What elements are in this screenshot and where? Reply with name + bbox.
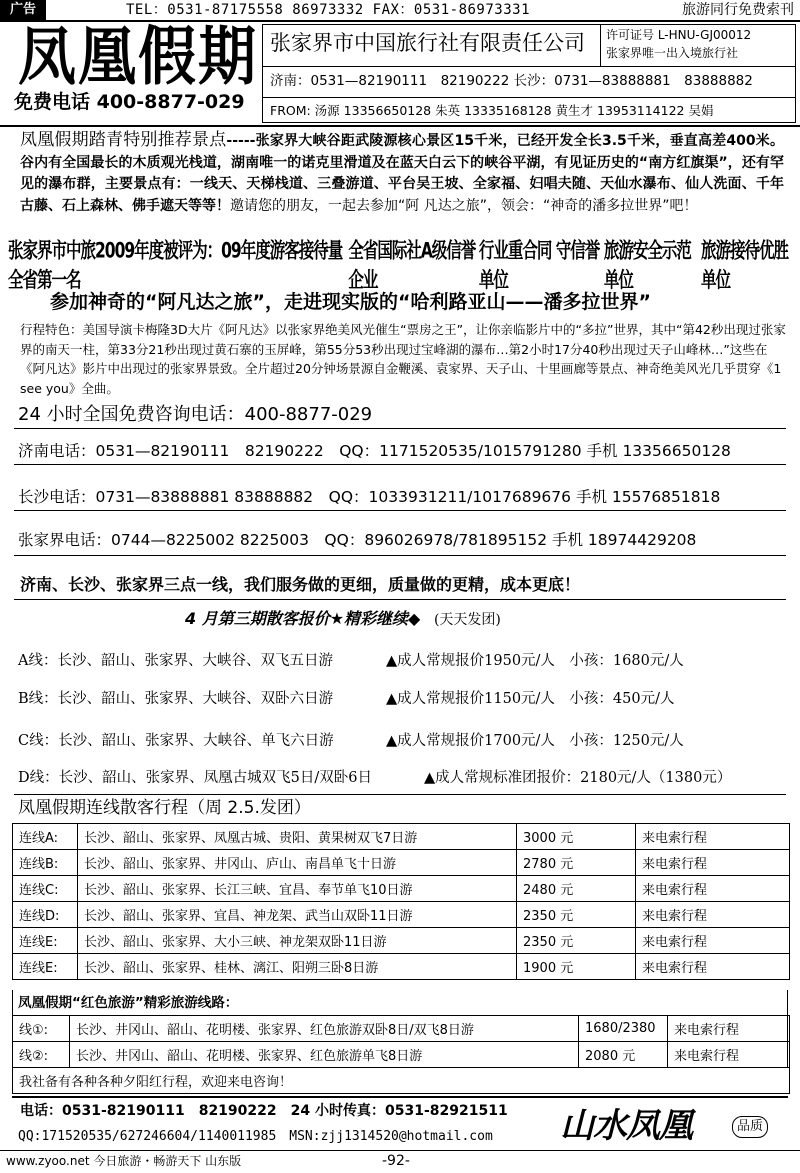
contact-rule-2 [14,510,786,511]
footer-logo-badge: 品质 [732,1116,768,1138]
route-price: 2480 元 [517,876,636,902]
route-note: 来电索行程 [636,902,790,928]
header-box-vline [600,24,601,66]
footer-logo: 山水凤凰 [560,1106,692,1146]
route-desc: 长沙、韶山、张家界、长江三峡、宜昌、奉节单飞10日游 [78,876,517,902]
route-note: 来电索行程 [636,928,790,954]
route-desc: 长沙、韶山、张家界、大小三峡、神龙架双卧11日游 [78,928,517,954]
route-desc: 长沙、韶山、张家界、井冈山、庐山、南昌单飞十日游 [78,850,517,876]
table-row [13,1068,790,1094]
free-call: 免费电话 400-8877-029 [14,91,245,113]
award-item: 行业重合同 守信誉单位 [478,238,600,293]
table-row [13,876,790,902]
sunset-note: 我社备有各种各种夕阳红行程，欢迎来电咨询！ [13,1068,790,1094]
contact-zhangjiajie: 张家界电话：0744—8225002 8225003 QQ：896026978/781895152 手机 18974429208 [18,531,697,549]
route-id: 连线B: [13,850,78,876]
award-item: 旅游接待优胜单位 [700,238,788,293]
header-divider [0,125,800,127]
footer-site: www.zyoo.net 今日旅游・畅游天下 山东版 [6,1154,242,1168]
header-phones: 济南：0531—82190111 82190222 长沙：0731—83888881 83888882 [270,73,753,89]
route-note: 来电索行程 [636,876,790,902]
footer-rule [12,1096,788,1098]
award-item: 全省国际社A级信誉企业 [348,238,476,293]
route-note: 来电索行程 [668,1016,790,1042]
line-d-price: ▲成人常规标准团报价：2180元/人（1380元） [424,770,732,786]
route-note: 来电索行程 [636,850,790,876]
intro-body: -----张家界大峡谷距武陵源核心景区15千米，已经开发全长3.5千米，垂直高差400米。谷内有全国最长的木质观光栈道，湖南唯一的诺克里滑道及在蓝天白云下的峡谷平湖，有见证历史的“南方红旗渠”，还有罕见的瀑布群，主要景点有：一线天、天梯栈道、三叠游道、平台吴王坡、全家福、妇唱夫随、天仙水瀑布、仙人洗面、千年古藤、石上森林、佛手遮天等等！ [20,133,785,214]
lines-rule [14,794,786,795]
route-id: 连线E: [13,928,78,954]
intro-title: 凤凰假期踏青特别推荐景点 [20,130,227,150]
route-price: 2780 元 [517,850,636,876]
avatar-feature [20,320,786,398]
contact-jinan: 济南电话：0531—82190111 82190222 QQ：1171520535/1015791280 手机 13356650128 [18,442,731,460]
award-item: 旅游安全示范单位 [603,238,691,293]
table-row [13,954,790,980]
intro-paragraph [20,130,784,217]
route-id: 连线E: [13,954,78,980]
slogan-rule [14,599,786,600]
route-note: 来电索行程 [636,824,790,850]
route-id: 连线D: [13,902,78,928]
line-c-price: ▲成人常规报价1700元/人 小孩：1250元/人 [386,733,684,749]
red-title: 凤凰假期“红色旅游”精彩旅游线路： [18,995,239,1011]
route-id: 连线A: [13,824,78,850]
avatar-headline: 参加神奇的“阿凡达之旅”，走进现实版的“哈利路亚山——潘多拉世界” [50,291,651,313]
contact-changsha: 长沙电话：0731—83888881 83888882 QQ：1033931211/1017689676 手机 15576851818 [18,488,721,506]
line-a-price: ▲成人常规报价1950元/人 小孩：1680元/人 [386,653,684,669]
top-tel: TEL：0531-87175558 86973332 FAX：0531-86973331 [126,2,531,18]
line-d-name: D线：长沙、韶山、张家界、凤凰古城双飞5日/双卧6日 [18,770,372,786]
line-b-name: B线：长沙、韶山、张家界、大峡谷、双卧六日游 [18,691,334,707]
route-note: 来电索行程 [636,954,790,980]
avatar-feature-label: 行程特色： [20,322,83,337]
line-a-name: A线：长沙、韶山、张家界、大峡谷、双飞五日游 [18,653,333,669]
route-id: 线①: [13,1016,70,1042]
route-price: 2350 元 [517,928,636,954]
route-desc: 长沙、韶山、张家界、桂林、漓江、阳朔三卧8日游 [78,954,517,980]
intro-invite: 邀请您的朋友，一起去参加“阿 凡达之旅”，领会：“神奇的潘多拉世界”吧！ [230,197,698,214]
awards-row [8,238,798,293]
page-number: -92- [382,1153,410,1169]
table-row [13,1016,790,1042]
table-row [13,1042,790,1068]
table-row [13,824,790,850]
route-price: 3000 元 [517,824,636,850]
line-c-name: C线：长沙、韶山、张家界、大峡谷、单飞六日游 [18,733,334,749]
avatar-feature-text: 美国导演卡梅隆3D大片《阿凡达》以张家界绝美风光催生“票房之王”，让你亲临影片中的“多拉”世界，其中“第42秒出现过张家界的南天一柱，第33分21秒出现过黄石寨的玉屏峰，第55分53秒出现过宝峰湖的瀑布…第2小时17分40秒出现过天子山峰林…”这些在《阿凡达》影片中出现过的张家界景致。全片超过20分钟场景源自金鞭溪、袁家界、天子山、十里画廊等景点、神奇绝美风光几乎贯穿《1 see you》全曲。 [20,322,786,396]
ad-label: 广告 [0,0,46,20]
route-price: 2080 元 [579,1042,668,1068]
route-desc: 长沙、韶山、张家界、凤凰古城、贵阳、黄果树双飞7日游 [78,824,517,850]
footer-phone: 电话：0531-82190111 82190222 24 小时传真：0531-82921511 [20,1103,508,1119]
route-id: 线②: [13,1042,70,1068]
offer-title-text: 4 月第三期散客报价★精彩继续◆ [185,609,421,628]
header-box-hline2 [262,97,796,98]
red-table [12,1015,790,1094]
top-right-note: 旅游同行免费索刊 [682,2,794,18]
route-id: 连线C: [13,876,78,902]
connect-title: 凤凰假期连线散客行程（周 2.5.发团） [18,798,311,818]
route-price: 1680/2380 [579,1016,668,1042]
table-row [13,902,790,928]
route-desc: 长沙、井冈山、韶山、花明楼、张家界、红色旅游双卧8日/双飞8日游 [70,1016,579,1042]
company-name: 张家界市中国旅行社有限责任公司 [270,31,585,55]
brand-title: 凤凰假期 [18,19,259,94]
route-desc: 长沙、韶山、张家界、宜昌、神龙架、武当山双卧11日游 [78,902,517,928]
table-row [13,850,790,876]
slogan: 济南、长沙、张家界三点一线，我们服务做的更细，质量做的更精，成本更底！ [20,575,581,594]
connect-table [12,823,790,980]
license-note: 张家界唯一出入境旅行社 [606,46,739,60]
award-item: 张家界市中旅2009年度被评为：09年度游客接待量全省第一名 [8,238,343,293]
footer-qq: QQ:171520535/627246604/1140011985 MSN:zjj1314520@hotmail.com [18,1129,493,1144]
line-b-price: ▲成人常规报价1150元/人 小孩：450元/人 [386,691,675,707]
table-row [13,928,790,954]
hotline-rule [14,428,786,429]
hotline: 24 小时全国免费咨询电话：400-8877-029 [18,404,373,425]
offer-note: (天天发团) [433,612,501,628]
header-from: FROM: 汤源 13356650128 朱英 13335168128 黄生才 13953114122 吴娟 [270,103,714,118]
route-note: 来电索行程 [668,1042,790,1068]
route-price: 2350 元 [517,902,636,928]
top-bar [0,0,800,20]
license-number: 许可证号 L-HNU-GJ00012 [606,28,752,42]
offer-title [185,607,501,632]
contact-rule-3 [14,555,786,556]
header-box-hline1 [262,66,796,67]
route-desc: 长沙、井冈山、韶山、花明楼、张家界、红色旅游单飞8日游 [70,1042,579,1068]
contact-rule-1 [14,464,786,465]
route-price: 1900 元 [517,954,636,980]
